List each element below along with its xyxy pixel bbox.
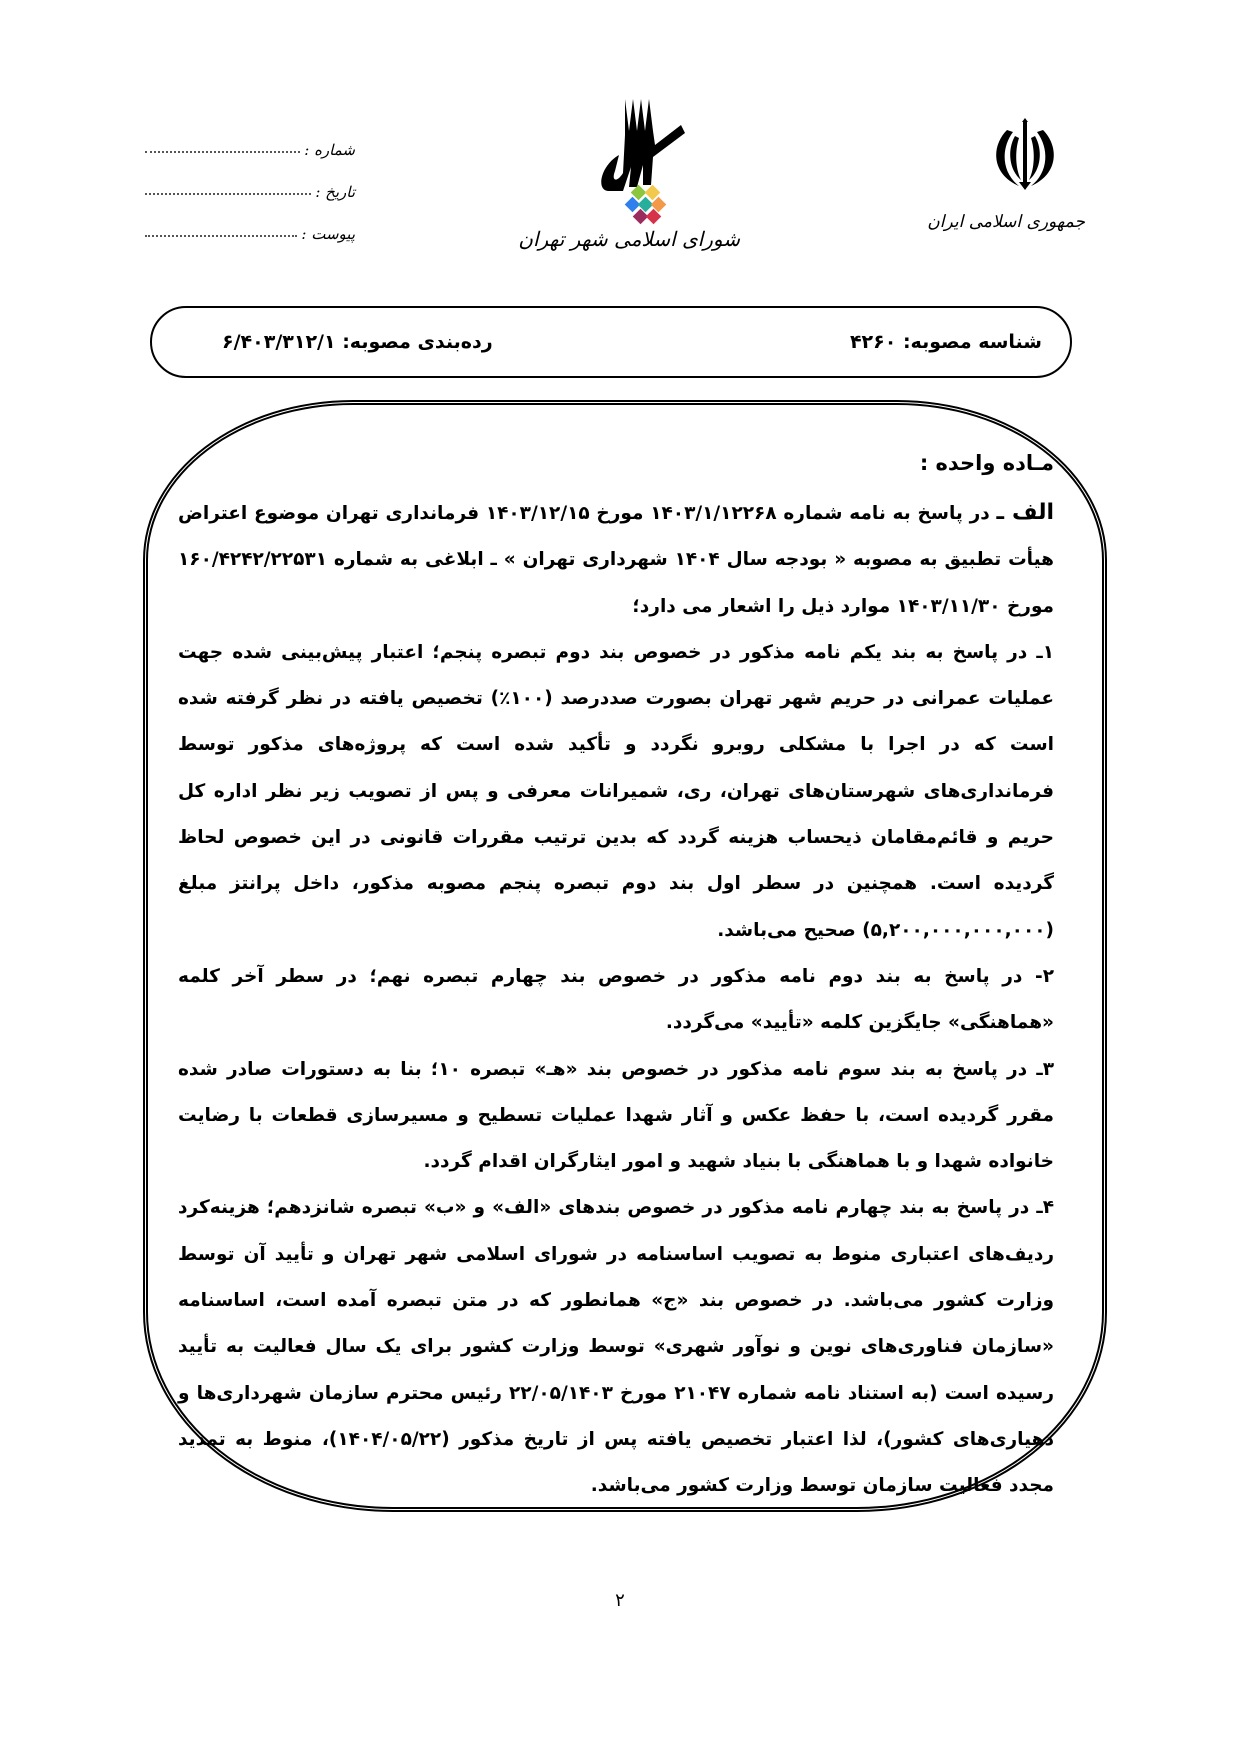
resolution-classification: رده‌بندی مصوبه: ۶/۴۰۳/۳۱۲/۱: [222, 331, 493, 353]
letterhead: [0, 90, 1240, 290]
meta-attachment-label: پیوست :: [301, 225, 355, 243]
resolution-id: شناسه مصوبه: ۴۲۶۰: [849, 331, 1042, 353]
clause-1-text: در پاسخ به بند یکم نامه مذکور در خصوص بند دوم تبصره پنجم؛ اعتبار پیش‌بینی شده جهت عملیات عمرانی در حریم شهر تهران بصورت صددرصد (۱۰۰٪) تخصیص یافته در نظر گرفته شده است که در اجرا با مشکلی روبرو نگردد و تأکید شده است که پروژه‌های مذکور توسط فرمانداری‌های شهرستان‌های تهران، ری، شمیرانات معرفی و پس از تصویب زیر نظر اداره کل حریم و قائم‌مقامان ذیحساب هزینه گردد که بدین ترتیب مقررات قانونی در این خصوص لحاظ گردیده است. همچنین در سطر اول بند دوم تبصره پنجم مصوبه مذکور، داخل پرانتز مبلغ (۵,۲۰۰,۰۰۰,۰۰۰,۰۰۰) صحیح می‌باشد.: [178, 641, 1054, 941]
clause-2-text: در پاسخ به بند دوم نامه مذکور در خصوص بند چهارم تبصره نهم؛ در سطر آخر کلمه «هماهنگی» جایگزین کلمه «تأیید» می‌گردد.: [178, 965, 1054, 1034]
meta-date-line: [145, 192, 311, 195]
clause-3-number: ۳ـ: [1036, 1058, 1054, 1080]
clause-2: [178, 954, 1054, 1047]
clause-3-text: در پاسخ به بند سوم نامه مذکور در خصوص بند «هـ» تبصره ۱۰؛ بنا به دستورات صادر شده مقرر گردیده است، با حفظ عکس و آثار شهدا عملیات تسطیح و مسیرسازی قطعات با رضایت خانواده شهدا و با هماهنگی با بنیاد شهید و امور ایثارگران اقدام گردد.: [178, 1058, 1054, 1173]
iran-emblem-icon: [985, 110, 1065, 200]
meta-number-label: شماره :: [304, 141, 355, 159]
clause-4: [178, 1185, 1054, 1509]
council-calligraphy-icon: [585, 95, 695, 225]
council-caption: شورای اسلامی شهر تهران: [518, 227, 740, 251]
page-number: ۲: [615, 1590, 625, 1611]
meta-attachment-line: [145, 234, 297, 237]
meta-number-row: [145, 117, 355, 159]
intro-paragraph: [178, 490, 1054, 630]
meta-attachment-row: [145, 201, 355, 243]
clause-1: [178, 630, 1054, 954]
iran-emblem: [927, 110, 1085, 232]
section-title: مـاده واحده :: [919, 451, 1054, 475]
meta-date-row: [145, 159, 355, 201]
clause-2-number: ۲-: [1035, 965, 1054, 987]
resolution-info-box: [150, 306, 1072, 378]
emblem-caption: جمهوری اسلامی ایران: [927, 212, 1085, 232]
letter-meta-fields: [145, 117, 355, 243]
clause-3: [178, 1047, 1054, 1186]
clause-4-text: در پاسخ به بند چهارم نامه مذکور در خصوص بندهای «الف» و «ب» تبصره شانزدهم؛ هزینه‌کرد ردیف‌های اعتباری منوط به تصویب اساسنامه در شورای اسلامی شهر تهران و تأیید آن توسط وزارت کشور می‌باشد. در خصوص بند «ج» همانطور که در متن تبصره آمده است، اساسنامه «سازمان فناوری‌های نوین و نوآور شهری» توسط وزارت کشور برای یک سال فعالیت به تأیید رسیده است (به استناد نامه شماره ۲۱۰۴۷ مورخ ۲۲/۰۵/۱۴۰۳ رئیس محترم سازمان شهرداری‌ها و دهیاری‌های کشور)، لذا اعتبار تخصیص یافته پس از تاریخ مذکور (۱۴۰۴/۰۵/۲۲)، منوط به تمدید مجدد فعالیت سازمان توسط وزارت کشور می‌باشد.: [178, 1197, 1054, 1497]
intro-text: در پاسخ به نامه شماره ۱۴۰۳/۱/۱۲۲۶۸ مورخ ۱۴۰۳/۱۲/۱۵ فرمانداری تهران موضوع اعتراض هیأت تطبیق به مصوبه « بودجه سال ۱۴۰۴ شهرداری تهران » ـ ابلاغی به شماره ۱۶۰/۴۲۴۲/۲۲۵۳۱ مورخ ۱۴۰۳/۱۱/۳۰ موارد ذیل را اشعار می دارد؛: [178, 503, 1054, 617]
clause-4-number: ۴ـ: [1036, 1197, 1054, 1219]
meta-date-label: تاریخ :: [315, 183, 355, 201]
tehran-council-logo: [518, 95, 740, 251]
meta-number-line: [145, 150, 300, 153]
intro-lead: الف ـ: [996, 500, 1054, 525]
clause-1-number: ۱ـ: [1036, 641, 1054, 663]
document-body: [178, 448, 1054, 1510]
